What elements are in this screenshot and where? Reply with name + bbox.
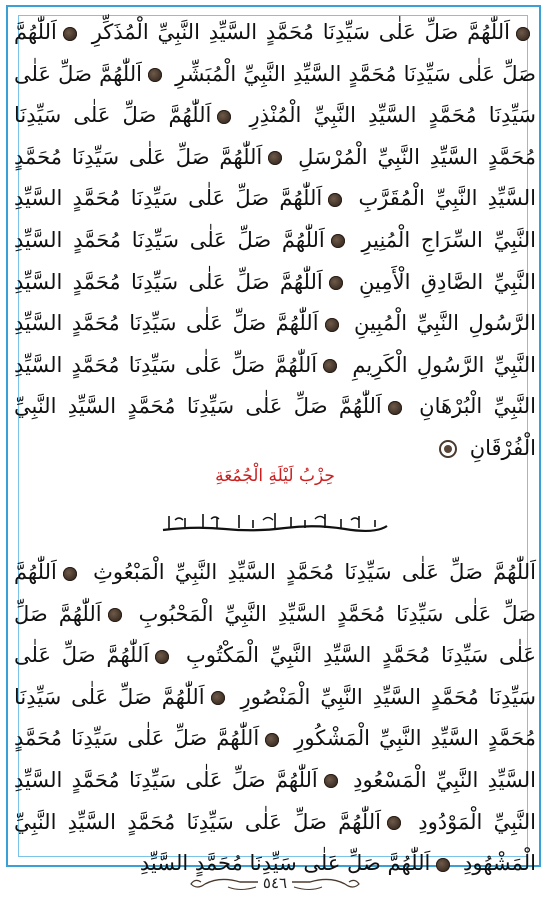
rosette-separator-icon xyxy=(155,650,169,664)
rosette-separator-icon xyxy=(325,318,339,332)
salawat-phrase: اَللّٰهُمَّ صَلِّ عَلٰى سَيِّدِنَا مُحَمَّدٍ السَّيِّدِ النَّبِيِّ الْمَشْهُودِ xyxy=(14,809,536,876)
rosette-separator-icon xyxy=(108,608,122,622)
rosette-separator-icon xyxy=(63,567,77,581)
salawat-phrase: اَللّٰهُمَّ صَلِّ عَلٰى سَيِّدِنَا مُحَمَّدٍ السَّيِّدِ النَّبِيِّ الْفُرْقَانِ xyxy=(14,394,536,460)
salawat-phrase: اَللّٰهُمَّ صَلِّ عَلٰى سَيِّدِنَا مُحَمَّدٍ السَّيِّدِ النَّبِيِّ الْمَكْتُوبِ xyxy=(14,601,536,668)
salawat-phrase: اَللّٰهُمَّ صَلِّ عَلٰى سَيِّدِنَا مُحَمَّدٍ السَّيِّدِ xyxy=(139,851,431,876)
rosette-separator-icon xyxy=(436,858,450,872)
page-number: ٥٤٦ xyxy=(262,874,288,892)
salawat-phrase: اَللّٰهُمَّ صَلِّ عَلٰى سَيِّدِنَا مُحَمَّدٍ السَّيِّدِ النَّبِيِّ الْبُرْهَانِ xyxy=(14,352,536,419)
salawat-phrase: اَللّٰهُمَّ صَلِّ عَلٰى سَيِّدِنَا مُحَمَّدٍ السَّيِّدِ النَّبِيِّ الْمَبْعُوثِ xyxy=(93,560,536,584)
rosette-separator-icon xyxy=(265,733,279,747)
salawat-phrase: اَللّٰهُمَّ صَلِّ عَلٰى سَيِّدِنَا مُحَمَّدٍ السَّيِّدِ النَّبِيِّ الْمَشْكُورِ xyxy=(14,684,536,751)
rosette-separator-icon xyxy=(148,68,162,82)
salawat-block-2 xyxy=(14,552,536,885)
salawat-phrase: اَللّٰهُمَّ صَلِّ عَلٰى سَيِّدِنَا مُحَمَّدٍ السَّيِّدِ النَّبِيِّ الْمَسْعُودِ xyxy=(14,726,536,792)
salawat-phrase: اَللّٰهُمَّ صَلِّ عَلٰى سَيِّدِنَا مُحَمَّدٍ السَّيِّدِ النَّبِيِّ الْمُبَشِّرِ xyxy=(14,20,536,86)
salawat-phrase: اَللّٰهُمَّ صَلِّ عَلٰى سَيِّدِنَا مُحَمَّدٍ السَّيِّدِ النَّبِيِّ الْمَوْدُودِ xyxy=(14,767,536,834)
rosette-separator-icon xyxy=(331,234,345,248)
salawat-phrase: اَللّٰهُمَّ صَلِّ عَلٰى سَيِّدِنَا مُحَمَّدٍ السَّيِّدِ النَّبِيِّ الْمُذَكِّرِ xyxy=(91,20,510,44)
rosette-separator-icon xyxy=(211,691,225,705)
rosette-separator-icon xyxy=(63,27,77,41)
rosette-separator-icon xyxy=(217,110,231,124)
salawat-phrase: اَللّٰهُمَّ صَلِّ عَلٰى سَيِّدِنَا مُحَمَّدٍ السَّيِّدِ النَّبِيِّ الْمَحْبُوبِ xyxy=(14,560,536,626)
rosette-separator-icon xyxy=(324,774,338,788)
salawat-phrase: اَللّٰهُمَّ صَلِّ عَلٰى سَيِّدِنَا مُحَمَّدٍ السَّيِّدِ النَّبِيِّ الْمُرْسَلِ xyxy=(14,103,536,169)
salawat-block-1 xyxy=(14,12,536,470)
salawat-phrase: اَللّٰهُمَّ صَلِّ عَلٰى سَيِّدِنَا مُحَمَّدٍ السَّيِّدِ النَّبِيِّ الْمُقَرَّبِ xyxy=(14,144,536,211)
section-heading: حِزْبُ لَيْلَةِ الْجُمُعَةِ xyxy=(215,466,335,486)
salawat-phrase: اَللّٰهُمَّ صَلِّ عَلٰى سَيِّدِنَا مُحَمَّدٍ السَّيِّدِ النَّبِيِّ الصَّادِقِ الْأَمِينِ xyxy=(14,227,536,294)
rosette-separator-icon xyxy=(328,193,342,207)
page-footer xyxy=(0,872,550,896)
rosette-end-icon xyxy=(439,440,457,458)
salawat-phrase: اَللّٰهُمَّ صَلِّ عَلٰى سَيِّدِنَا مُحَمَّدٍ السَّيِّدِ النَّبِيِّ السِّرَاجِ الْمُنِيرِ xyxy=(14,186,536,252)
rosette-separator-icon xyxy=(268,151,282,165)
salawat-phrase: اَللّٰهُمَّ صَلِّ عَلٰى سَيِّدِنَا مُحَمَّدٍ السَّيِّدِ النَّبِيِّ الْمُنْذِرِ xyxy=(14,61,536,128)
rosette-separator-icon xyxy=(387,816,401,830)
salawat-phrase: اَللّٰهُمَّ صَلِّ عَلٰى سَيِّدِنَا مُحَمَّدٍ السَّيِّدِ النَّبِيِّ الْمَنْصُورِ xyxy=(14,643,536,709)
basmala-calligraphy xyxy=(155,508,395,538)
rosette-separator-icon xyxy=(323,359,337,373)
rosette-separator-icon xyxy=(516,27,530,41)
basmala-text: بِسْمِ اللّٰهِ الرَّحْمٰنِ الرَّحِيمِ xyxy=(269,537,281,538)
salawat-phrase: اَللّٰهُمَّ صَلِّ عَلٰى سَيِّدِنَا مُحَمَّدٍ السَّيِّدِ النَّبِيِّ الرَّسُولِ الْكَرِيمِ xyxy=(14,311,536,377)
rosette-separator-icon xyxy=(388,401,402,415)
rosette-separator-icon xyxy=(329,276,343,290)
salawat-phrase: اَللّٰهُمَّ صَلِّ عَلٰى سَيِّدِنَا مُحَمَّدٍ السَّيِّدِ الرَّسُولِ النَّبِيِّ الْمُبِينِ xyxy=(14,269,536,336)
